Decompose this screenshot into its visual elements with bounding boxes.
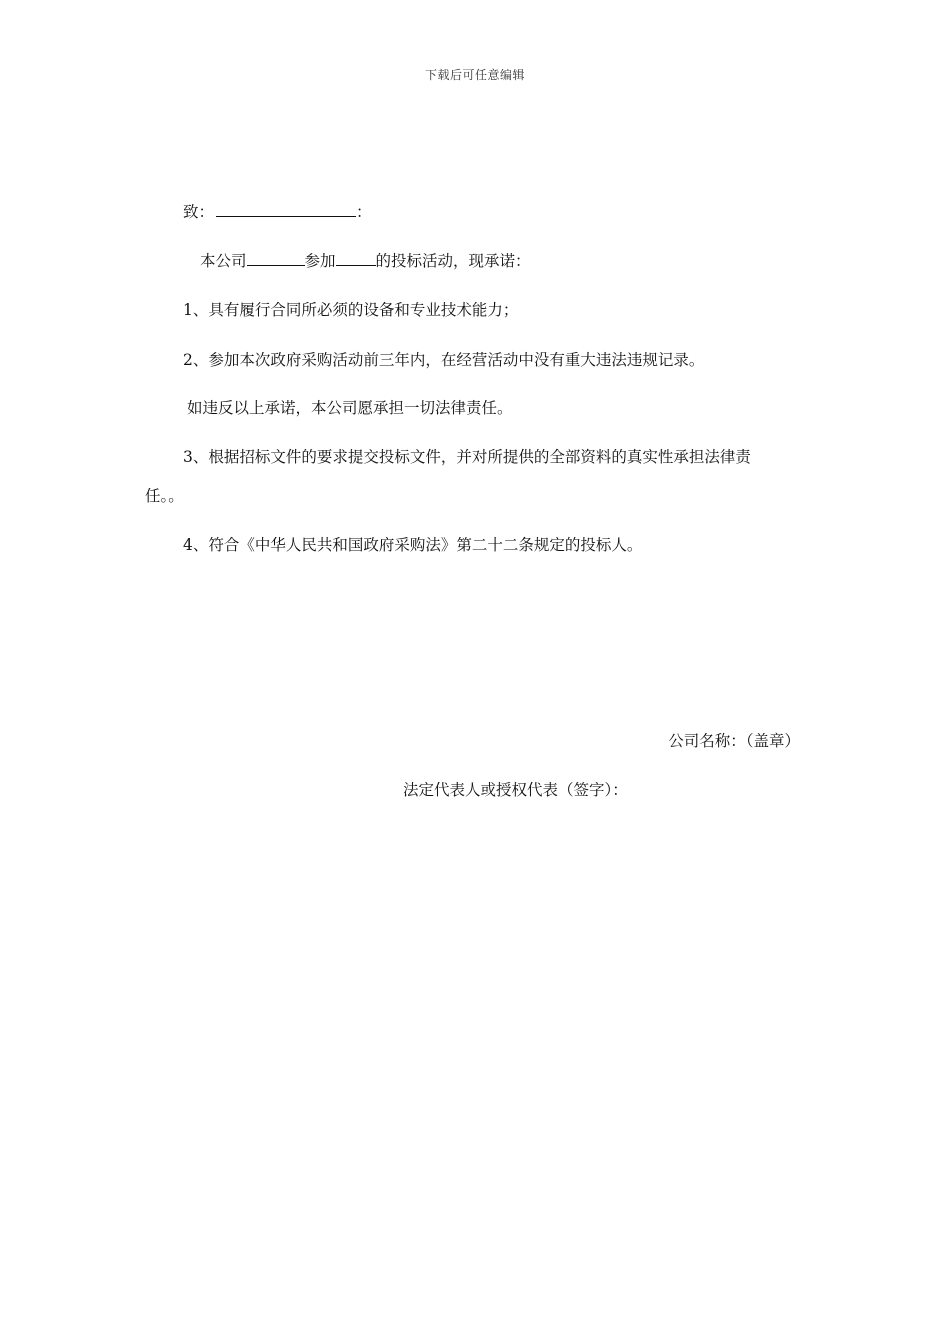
addressee-blank (216, 202, 356, 217)
legal-representative-label: 法定代表人或授权代表（签字）： (403, 781, 628, 799)
violation-statement: 如违反以上承诺，本公司愿承担一切法律责任。 (187, 399, 513, 417)
project-blank (336, 251, 376, 266)
intro-part1: 本公司 (200, 252, 247, 270)
intro-part2: 参加 (304, 252, 336, 270)
company-name-label: 公司名称：（盖章） (668, 732, 800, 750)
commitment-item-3-continued: 任。。 (145, 487, 184, 505)
intro-part3: 的投标活动，现承诺： (375, 252, 531, 270)
commitment-item-3: 3、根据招标文件的要求提交投标文件，并对所提供的全部资料的真实性承担法律责 (183, 448, 751, 466)
addressee-label: 致： (183, 203, 215, 221)
commitment-item-2: 2、参加本次政府采购活动前三年内，在经营活动中没有重大违法违规记录。 (183, 351, 705, 369)
addressee-line (183, 202, 372, 222)
commitment-item-1: 1、具有履行合同所必须的设备和专业技术能力； (183, 301, 519, 319)
company-blank (247, 251, 305, 266)
addressee-suffix: ： (356, 203, 372, 221)
commitment-item-4: 4、符合《中华人民共和国政府采购法》第二十二条规定的投标人。 (183, 536, 643, 554)
header-note: 下载后可任意编辑 (424, 68, 525, 82)
intro-line (200, 251, 531, 271)
